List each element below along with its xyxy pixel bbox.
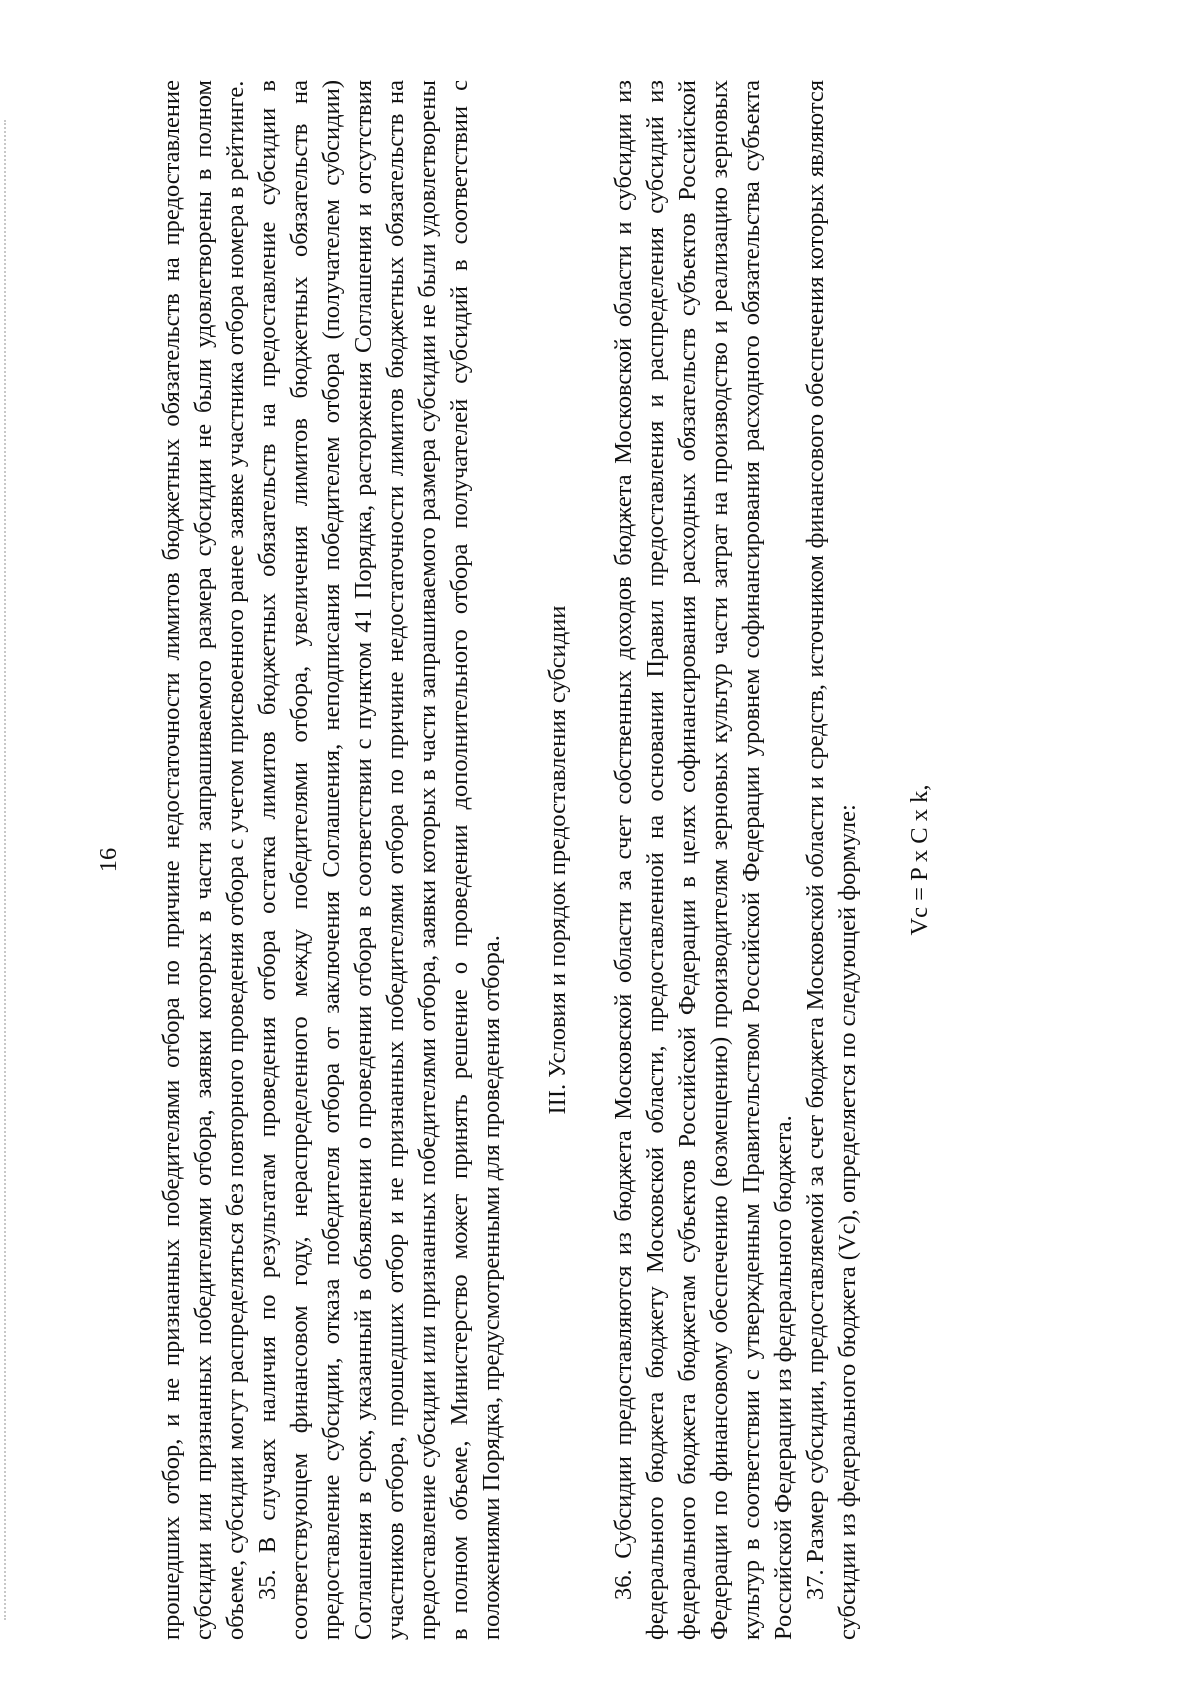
- paragraph-36: 36. Субсидии предоставляются из бюджета Московской области за счет собственных доходов бюджета Московской области и субсидии из федерального бюджета бюджету Московской области, предоставленной на основании Правил предоставления и распределения субсидий из федерального бюджета бюджетам субъектов Российской Федерации в целях софинансирования расходных обязательств субъектов Российской Федерации по финансовому обеспечению (возмещению) производителям зерновых культур части затрат на производство и реализацию зерновых культур в соответствии с утвержденным Правительством Российской Федерации уровнем софинансирования расходного обязательства субъекта Российской Федерации из федерального бюджета.: [610, 80, 797, 1640]
- paragraph-37: 37. Размер субсидии, предоставляемой за счет бюджета Московской области и средств, источником финансового обеспечения которых являются субсидии из федерального бюджета (Vc), определяется по следующей формуле:: [802, 80, 861, 1640]
- page-number: 16: [95, 847, 122, 873]
- scan-artifact-line: [4, 120, 14, 1620]
- paragraph-35: 35. В случаях наличия по результатам проведения отбора остатка лимитов бюджетных обязательств на предоставление субсидии в соответствующем финансовом году, нераспределенного между победителями отбора, увеличения лимитов бюджетных обязательств на предоставление субсидии, отказа победителя отбора от заключения Соглашения, неподписания победителем отбора (получателем субсидии) Соглашения в срок, указанный в объявлении о проведении отбора в соответствии с пунктом 41 Порядка, расторжения Соглашения и отсутствия участников отбора, прошедших отбор и не признанных победителями отбора по причине недостаточности лимитов бюджетных обязательств на предоставление субсидии или признанных победителями отбора, заявки которых в части запрашиваемого размера субсидии не были удовлетворены в полном объеме, Министерство может принять решение о проведении дополнительного отбора получателей субсидий в соответствии с положениями Порядка, предусмотренными для проведения отбора.: [254, 80, 505, 1640]
- rotated-text-block: [90, 80, 1150, 1640]
- section-heading: III. Условия и порядок предоставления субсидии: [544, 605, 571, 1115]
- formula: Vc = P x C x k,: [906, 784, 933, 936]
- paragraph-continuation: прошедших отбор, и не признанных победителями отбора по причине недостаточности лимитов бюджетных обязательств на предоставление субсидии или признанных победителями отбора, заявки которых в части запрашиваемого размера субсидии не были удовлетворены в полном объеме, субсидии могут распределяться без повторного проведения отбора с учетом присвоенного ранее заявке участника отбора номера в рейтинге.: [158, 80, 249, 1640]
